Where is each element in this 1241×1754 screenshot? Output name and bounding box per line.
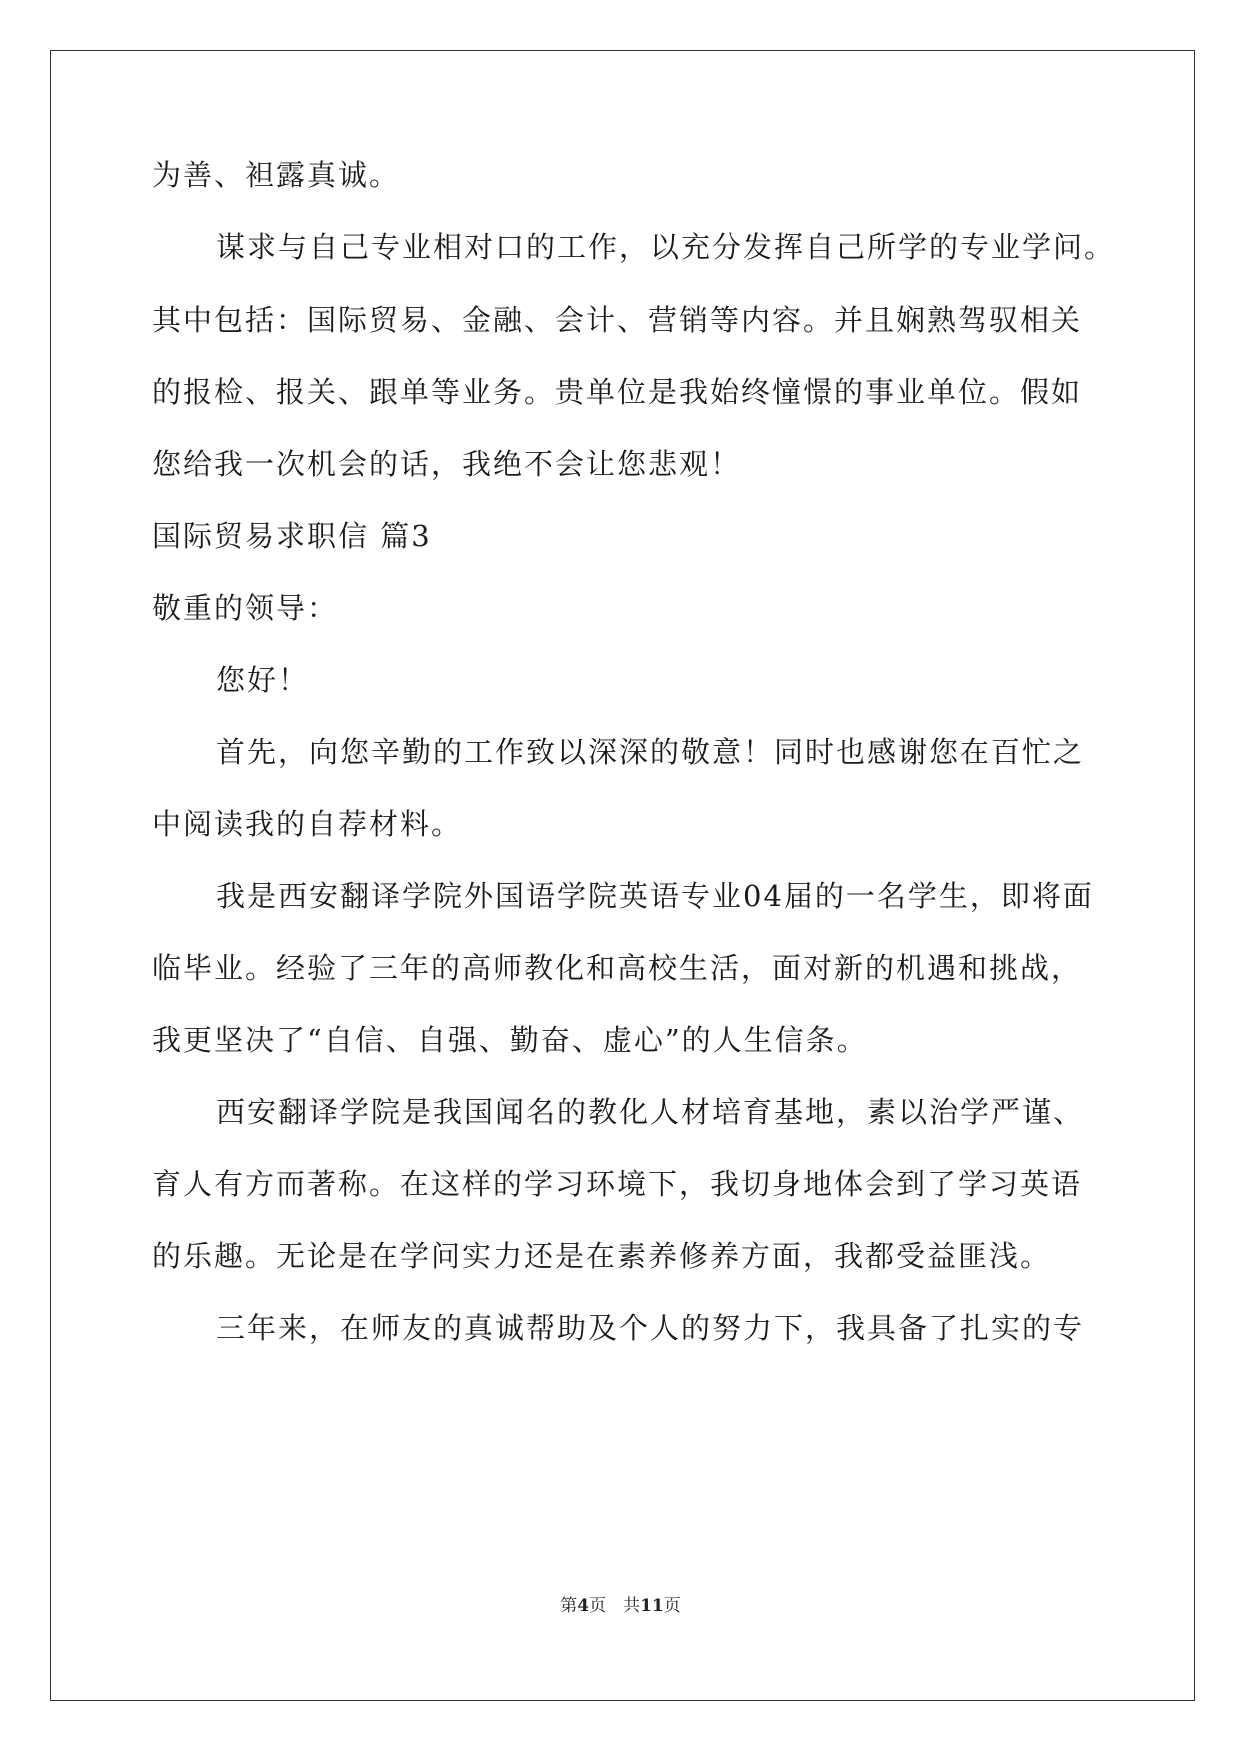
footer-prefix: 第 [560,1596,578,1616]
current-page-number: 4 [577,1596,590,1616]
section-heading: 国际贸易求职信 篇3 [152,519,432,553]
text-line: 育人有方而著称。在这样的学习环境下，我切身地体会到了学习英语 [152,1167,1083,1201]
text-line: 您给我一次机会的话，我绝不会让您悲观！ [152,447,742,481]
text-line: 三年来，在师友的真诚帮助及个人的努力下，我具备了扎实的专 [216,1311,1085,1345]
page-footer [0,1596,1241,1616]
greeting: 您好！ [216,663,310,697]
text-line: 的报检、报关、跟单等业务。贵单位是我始终憧憬的事业单位。假如 [152,375,1083,409]
text-line: 我是西安翻译学院外国语学院英语专业04届的一名学生，即将面 [216,879,1094,913]
page-border [50,50,1195,1701]
total-page-count: 11 [640,1596,664,1616]
text-line: 西安翻译学院是我国闻名的教化人材培育基地，素以治学严谨、 [216,1095,1085,1129]
footer-middle: 页 共 [589,1596,641,1616]
footer-suffix: 页 [663,1596,681,1616]
text-line: 中阅读我的自荐材料。 [152,807,463,841]
text-line: 为善、袒露真诚。 [152,158,401,192]
text-line: 其中包括：国际贸易、金融、会计、营销等内容。并且娴熟驾驭相关 [152,303,1083,337]
salutation: 敬重的领导： [152,591,339,625]
text-line: 的乐趣。无论是在学问实力还是在素养修养方面，我都受益匪浅。 [152,1239,1052,1273]
text-line: 临毕业。经验了三年的高师教化和高校生活，面对新的机遇和挑战， [152,951,1083,985]
text-line: 谋求与自己专业相对口的工作，以充分发挥自己所学的专业学问。 [216,230,1116,264]
text-line: 我更坚决了“自信、自强、勤奋、虚心”的人生信条。 [152,1023,868,1057]
text-line: 首先，向您辛勤的工作致以深深的敬意！同时也感谢您在百忙之 [216,735,1085,769]
